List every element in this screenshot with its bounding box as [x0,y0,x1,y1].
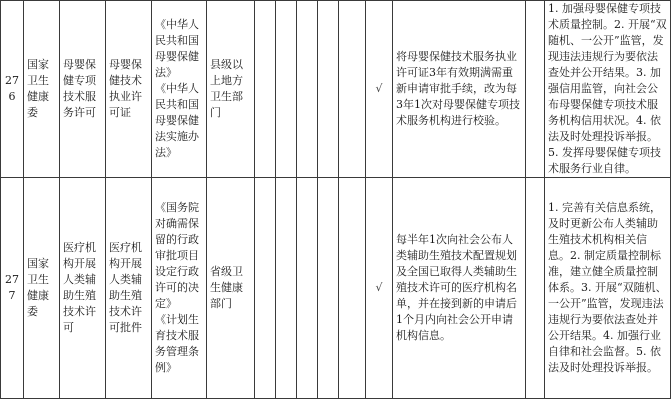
reform-content-cell: 将母婴保健技术服务执业许可证3年有效期满需重新申请审批手续，改为每3年1次对母婴保健专项技术服务机构进行校验。 [393,1,526,178]
empty-cell [526,1,545,178]
legal-basis-item: 《中华人民共和国母婴保健法实施办法》 [155,82,199,159]
item-name-cell: 医疗机构开展人类辅助生殖技术许可 [60,178,106,399]
legal-basis-item: 《计划生育技术服务管理条例》 [155,313,199,374]
empty-cell [255,178,276,399]
empty-cell [318,1,339,178]
empty-cell [255,1,276,178]
empty-cell [276,178,297,399]
supervision-measures-cell: 1. 完善有关信息系统，及时更新公布人类辅助生殖技术机构相关信息。2. 制定质量控制标准，建立健全质量控制体系。3. 开展“双随机、一公开”监管，发现违法违规行为要依法查处并公开结果。4. 加强行业自律和社会监督。5. 依法及时处理投诉举报。 [545,178,671,399]
checkmark-cell: √ [366,1,393,178]
empty-cell [297,1,318,178]
empty-cell [526,178,545,399]
subitem-name-cell: 母婴保健技术执业许可证 [106,1,152,178]
empty-cell [318,178,339,399]
department-cell: 国家卫生健康委 [24,178,60,399]
item-name-cell: 母婴保健专项技术服务许可 [60,1,106,178]
department-cell: 国家卫生健康委 [24,1,60,178]
row-number: 276 [1,1,24,178]
reform-content-cell: 每半年1次向社会公布人类辅助生殖技术配置规划及全国已取得人类辅助生殖技术许可的医疗机构名单，并在接到新的申请后1个月内向社会公开申请机构信息。 [393,178,526,399]
supervision-measures-cell: 1. 加强母婴保健专项技术质量控制。2. 开展“双随机、一公开”监管，发现违法违规行为要依法查处并公开结果。3. 加强信用监管，向社会公布母婴保健专项技术服务机构信用状况。4. 依法及时处理投诉举报。5. 发挥母婴保健专项技术服务行业自律。 [545,1,671,178]
table-row [1,178,671,399]
empty-cell [297,178,318,399]
approval-level-cell: 省级卫生健康部门 [207,178,255,399]
legal-basis-item: 《国务院对确需保留的行政审批项目设定行政许可的决定》 [155,201,199,310]
empty-cell [339,1,366,178]
empty-cell [276,1,297,178]
subitem-name-cell: 医疗机构开展人类辅助生殖技术许可批件 [106,178,152,399]
legal-basis-cell [152,178,207,399]
approval-level-cell: 县级以上地方卫生部门 [207,1,255,178]
legal-basis-cell [152,1,207,178]
legal-basis-item: 《中华人民共和国母婴保健法》 [155,18,199,79]
empty-cell [339,178,366,399]
table-row [1,1,671,178]
row-number: 277 [1,178,24,399]
checkmark-cell: √ [366,178,393,399]
